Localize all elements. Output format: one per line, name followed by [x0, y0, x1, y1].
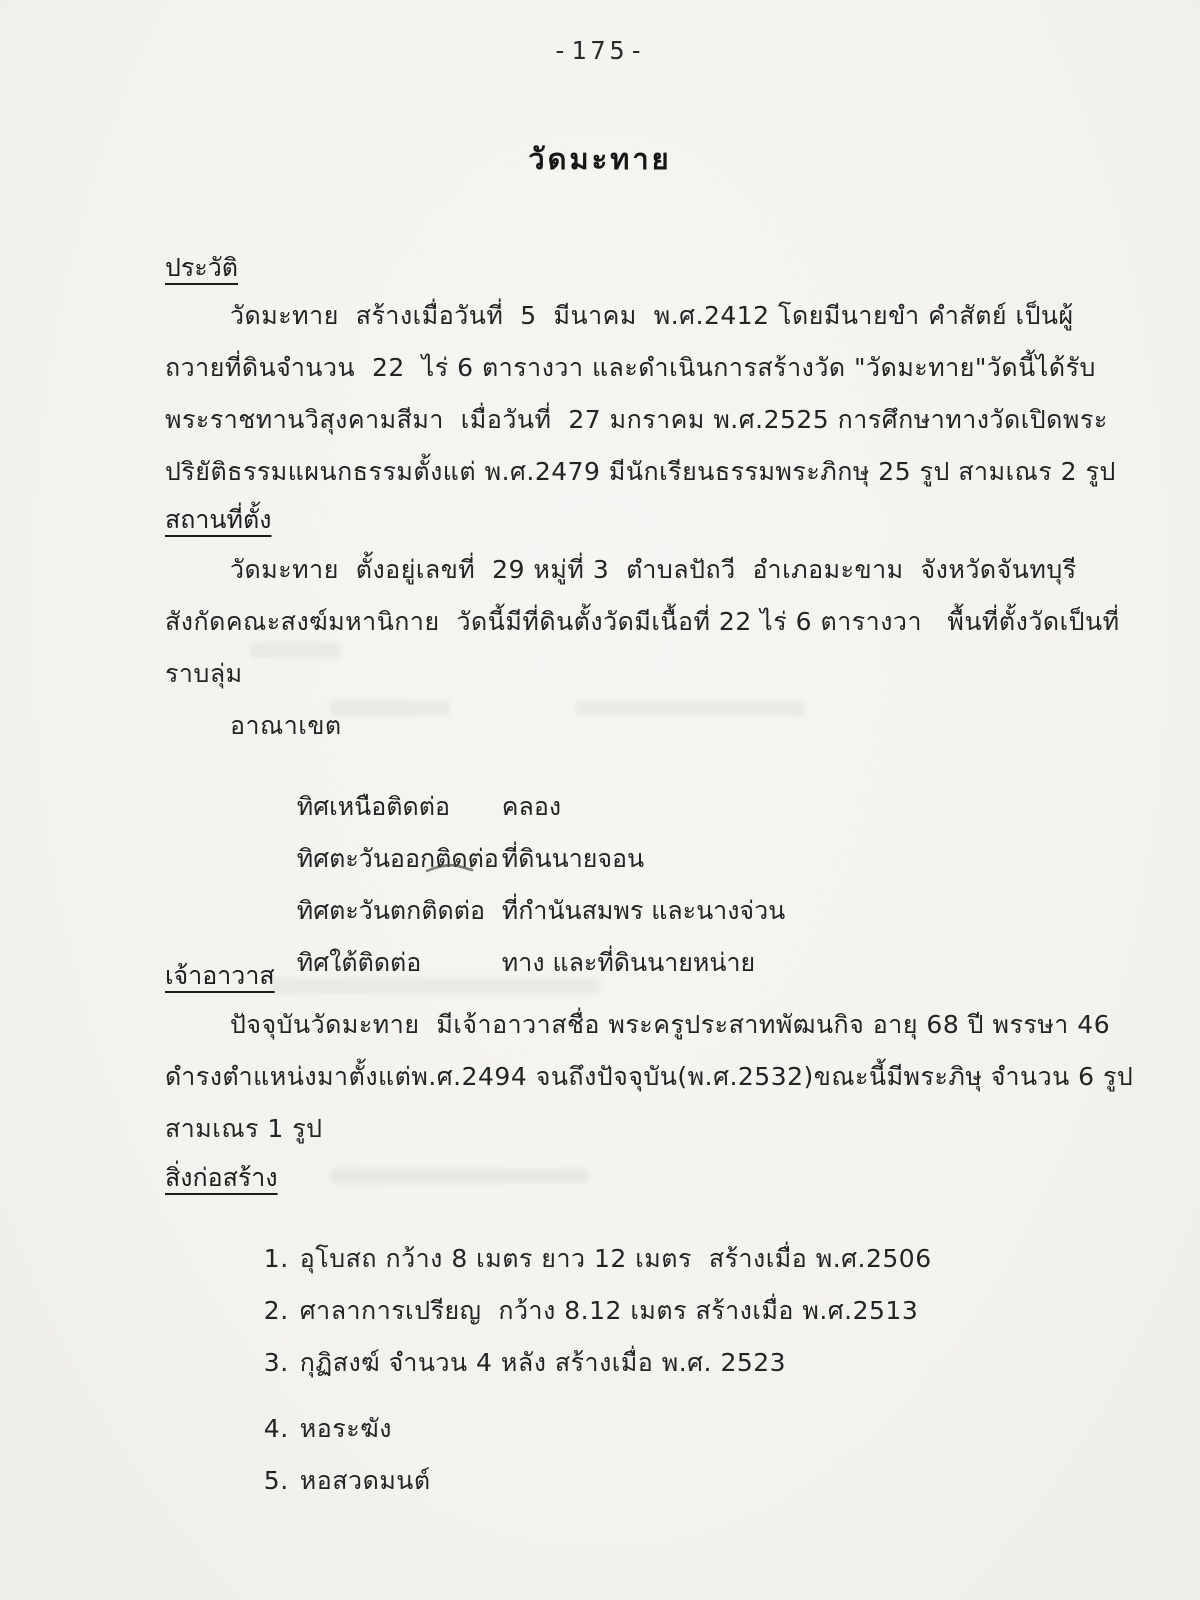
- document-title: วัดมะทาย: [528, 142, 672, 176]
- location-line: สังกัดคณะสงฆ์มหานิกาย วัดนี้มีที่ดินตั้งวัดมีเนื้อที่ 22 ไร่ 6 ตารางวา พื้นที่ตั้งวัดเป็นที่: [165, 607, 1120, 636]
- history-line: วัดมะทาย สร้างเมื่อวันที่ 5 มีนาคม พ.ศ.2412 โดยมีนายขำ คำสัตย์ เป็นผู้: [230, 301, 1074, 330]
- boundary-title: อาณาเขต: [230, 711, 342, 740]
- item-text: ศาลาการเปรียญ กว้าง 8.12 เมตร สร้างเมื่อ พ.ศ.2513: [299, 1296, 919, 1325]
- history-line: พระราชทานวิสุงคามสีมา เมื่อวันที่ 27 มกราคม พ.ศ.2525 การศึกษาทางวัดเปิดพระ: [165, 405, 1108, 434]
- section-heading-location: สถานที่ตั้ง: [165, 505, 272, 534]
- item-text: กุฏิสงฆ์ จำนวน 4 หลัง สร้างเมื่อ พ.ศ. 2523: [299, 1348, 787, 1377]
- construction-item: [165, 1432, 1130, 1530]
- history-line: ปริยัติธรรมแผนกธรรมตั้งแต่ พ.ศ.2479 มีนักเรียนธรรมพระภิกษุ 25 รูป สามเณร 2 รูป: [165, 457, 1116, 486]
- boundary-value: ที่กำนันสมพร และนางจ่วน: [501, 896, 786, 925]
- item-text: อุโบสถ กว้าง 8 เมตร ยาว 12 เมตร สร้างเมื่อ พ.ศ.2506: [299, 1244, 932, 1273]
- boundary-row: [165, 914, 1165, 1012]
- item-number: 1.: [263, 1244, 289, 1273]
- boundary-value: คลอง: [501, 792, 562, 821]
- item-number: 2.: [263, 1296, 289, 1325]
- bleed-through-smudge: [330, 1168, 590, 1184]
- item-number: 5.: [263, 1466, 289, 1495]
- boundary-label: ทิศตะวันตกติดต่อ: [296, 896, 486, 925]
- page-number: -175-: [552, 36, 648, 65]
- abbot-line: สามเณร 1 รูป: [165, 1114, 323, 1143]
- location-line: ราบลุ่ม: [165, 659, 243, 688]
- boundary-value: ที่ดินนายจอน: [501, 844, 645, 873]
- section-heading-constructions: สิ่งก่อสร้าง: [165, 1163, 278, 1192]
- item-text: หอสวดมนต์: [299, 1466, 431, 1495]
- section-heading-history: ประวัติ: [165, 253, 238, 282]
- boundary-label: ทิศเหนือติดต่อ: [296, 792, 450, 821]
- boundary-value: ทาง และที่ดินนายหน่าย: [501, 948, 756, 977]
- history-line: ถวายที่ดินจำนวน 22 ไร่ 6 ตารางวา และดำเนินการสร้างวัด "วัดมะทาย"วัดนี้ได้รับ: [165, 353, 1096, 382]
- abbot-line: ดำรงตำแหน่งมาตั้งแต่พ.ศ.2494 จนถึงปัจจุบัน(พ.ศ.2532)ขณะนี้มีพระภิษุ จำนวน 6 รูป: [165, 1062, 1134, 1091]
- location-line: วัดมะทาย ตั้งอยู่เลขที่ 29 หมู่ที่ 3 ตำบลปัถวี อำเภอมะขาม จังหวัดจันทบุรี: [230, 555, 1077, 584]
- item-text: หอระฆัง: [299, 1414, 392, 1443]
- pen-mark: [424, 860, 476, 878]
- abbot-line: ปัจจุบันวัดมะทาย มีเจ้าอาวาสชื่อ พระครูประสาทพัฒนกิจ อายุ 68 ปี พรรษา 46: [230, 1010, 1111, 1039]
- item-number: 3.: [263, 1348, 289, 1377]
- section-heading-abbot: เจ้าอาวาส: [165, 961, 275, 990]
- boundary-label: ทิศใต้ติดต่อ: [296, 948, 422, 977]
- boundary-label: ทิศตะวันออกติดต่อ: [296, 844, 499, 873]
- item-number: 4.: [263, 1414, 289, 1443]
